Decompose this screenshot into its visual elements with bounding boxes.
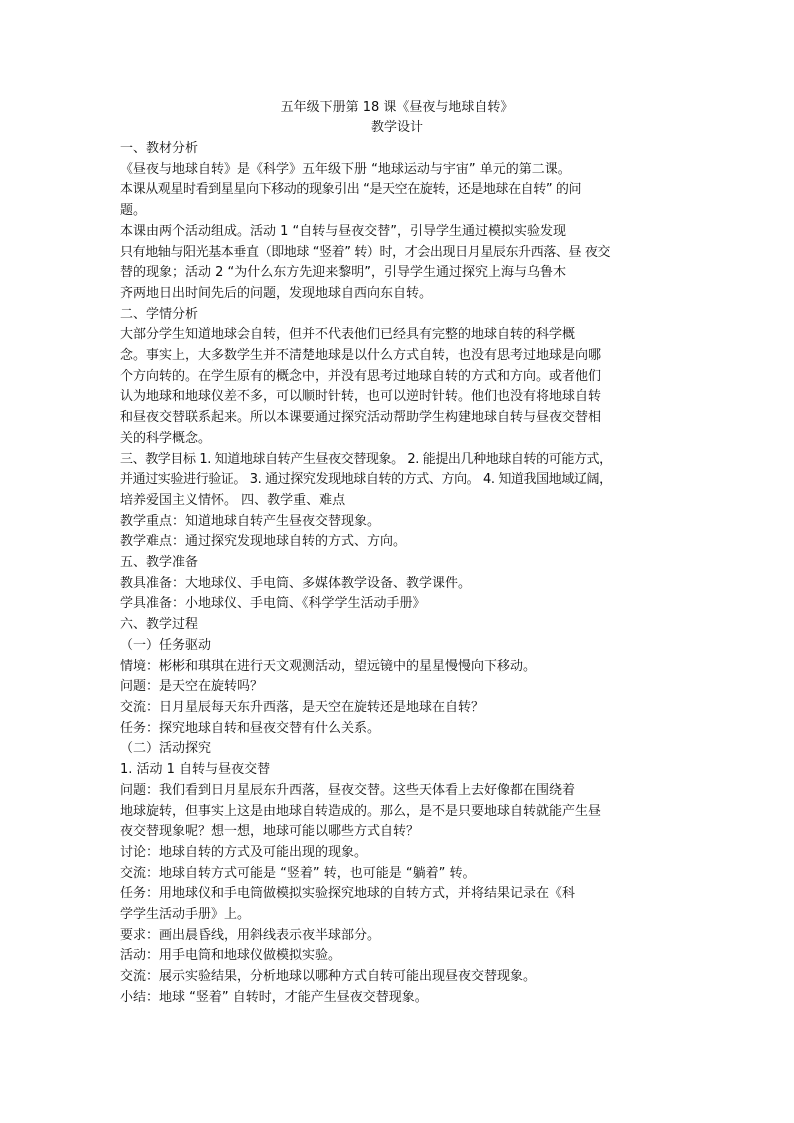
body-line: 教具准备：大地球仪、手电筒、多媒体教学设备、教学课件。 (120, 575, 472, 591)
body-line: 情境：彬彬和琪琪在进行天文观测活动，望远镜中的星星慢慢向下移动。 (120, 658, 537, 674)
section-heading: 三、教学目标 1. 知道地球自转产生昼夜交替现象。 2. 能提出几种地球自转的可能方式， (120, 451, 612, 467)
body-line: 并通过实验进行验证。 3. 通过探究发现地球自转的方式、方向。 4. 知道我国地域辽阔， (120, 472, 612, 488)
body-line: 交流：日月星辰每天东升西落，是天空在旋转还是地球在自转？ (120, 699, 485, 715)
body-line: 个方向转的。在学生原有的概念中，并没有思考过地球自转的方式和方向。或者他们 (120, 368, 602, 384)
body-line: 本课由两个活动组成。活动 1 “自转与昼夜交替”，引导学生通过模拟实验发现 (120, 223, 567, 239)
body-line: 任务：探究地球自转和昼夜交替有什么关系。 (120, 720, 381, 736)
body-line: 要求：画出晨昏线，用斜线表示夜半球部分。 (120, 927, 381, 943)
body-line: 和昼夜交替联系起来。所以本课要通过探究活动帮助学生构建地球自转与昼夜交替相 (120, 410, 602, 426)
subsection-heading: （二）活动探究 (120, 741, 212, 757)
section-heading: 五、教学准备 (120, 555, 199, 571)
document-body (120, 139, 690, 1009)
body-line: 活动：用手电筒和地球仪做模拟实验。 (120, 948, 342, 964)
body-line: 教学难点：通过探究发现地球自转的方式、方向。 (120, 534, 407, 550)
body-line: 交流：展示实验结果，分析地球以哪种方式自转可能出现昼夜交替现象。 (120, 969, 537, 985)
body-line: 学具准备：小地球仪、手电筒、《科学学生活动手册》 (120, 596, 426, 612)
section-heading: 二、学情分析 (120, 306, 199, 322)
body-line: 题。 (120, 203, 147, 219)
body-line: 夜交替现象呢？想一想，地球可能以哪些方式自转？ (120, 824, 420, 840)
body-line: 小结：地球 “竖着” 自转时，才能产生昼夜交替现象。 (120, 989, 428, 1005)
body-line: 关的科学概念。 (120, 430, 212, 446)
activity-heading: 1. 活动 1 自转与昼夜交替 (120, 762, 271, 778)
body-line: 培养爱国主义情怀。 四、教学重、难点 (120, 492, 346, 508)
body-line: 讨论：地球自转的方式及可能出现的现象。 (120, 844, 368, 860)
section-heading: 一、教材分析 (120, 141, 199, 156)
document-title: 五年级下册第 18 课《昼夜与地球自转》 (280, 100, 514, 115)
body-line: 替的现象；活动 2 “为什么东方先迎来黎明”，引导学生通过探究上海与乌鲁木 (120, 265, 567, 281)
body-line: 认为地球和地球仪差不多，可以顺时针转，也可以逆时针转。他们也没有将地球自转 (120, 389, 602, 405)
title-block (0, 98, 794, 138)
body-line: 本课从观星时看到星星向下移动的现象引出 “是天空在旋转，还是地球在自转” 的问 (120, 182, 582, 198)
body-line: 学学生活动手册》上。 (120, 907, 251, 923)
body-line: 大部分学生知道地球会自转，但并不代表他们已经具有完整的地球自转的科学概 (120, 327, 576, 343)
body-line: 齐两地日出时间先后的问题，发现地球自西向东自转。 (120, 285, 433, 301)
body-line: 问题：是天空在旋转吗？ (120, 679, 264, 695)
document-subtitle: 教学设计 (370, 120, 423, 135)
body-line: 交流：地球自转方式可能是 “竖着” 转，也可能是 “躺着” 转。 (120, 865, 476, 881)
body-line: 地球旋转，但事实上这是由地球自转造成的。那么，是不是只要地球自转就能产生昼 (120, 803, 602, 819)
body-line: 只有地轴与阳光基本垂直（即地球 “竖着” 转）时，才会出现日月星辰东升西落、昼 夜交 (120, 244, 611, 260)
subsection-heading: （一）任务驱动 (120, 637, 212, 653)
section-heading: 六、教学过程 (120, 617, 199, 633)
body-line: 任务：用地球仪和手电筒做模拟实验探究地球的自转方式，并将结果记录在《科 (120, 886, 576, 902)
body-line: 问题：我们看到日月星辰东升西落，昼夜交替。这些天体看上去好像都在围绕着 (120, 782, 576, 798)
body-line: 念。事实上，大多数学生并不清楚地球是以什么方式自转，也没有思考过地球是向哪 (120, 348, 602, 364)
body-line: 《昼夜与地球自转》是《科学》五年级下册 “地球运动与宇宙” 单元的第二课。 (120, 161, 571, 177)
body-line: 教学重点：知道地球自转产生昼夜交替现象。 (120, 513, 381, 529)
